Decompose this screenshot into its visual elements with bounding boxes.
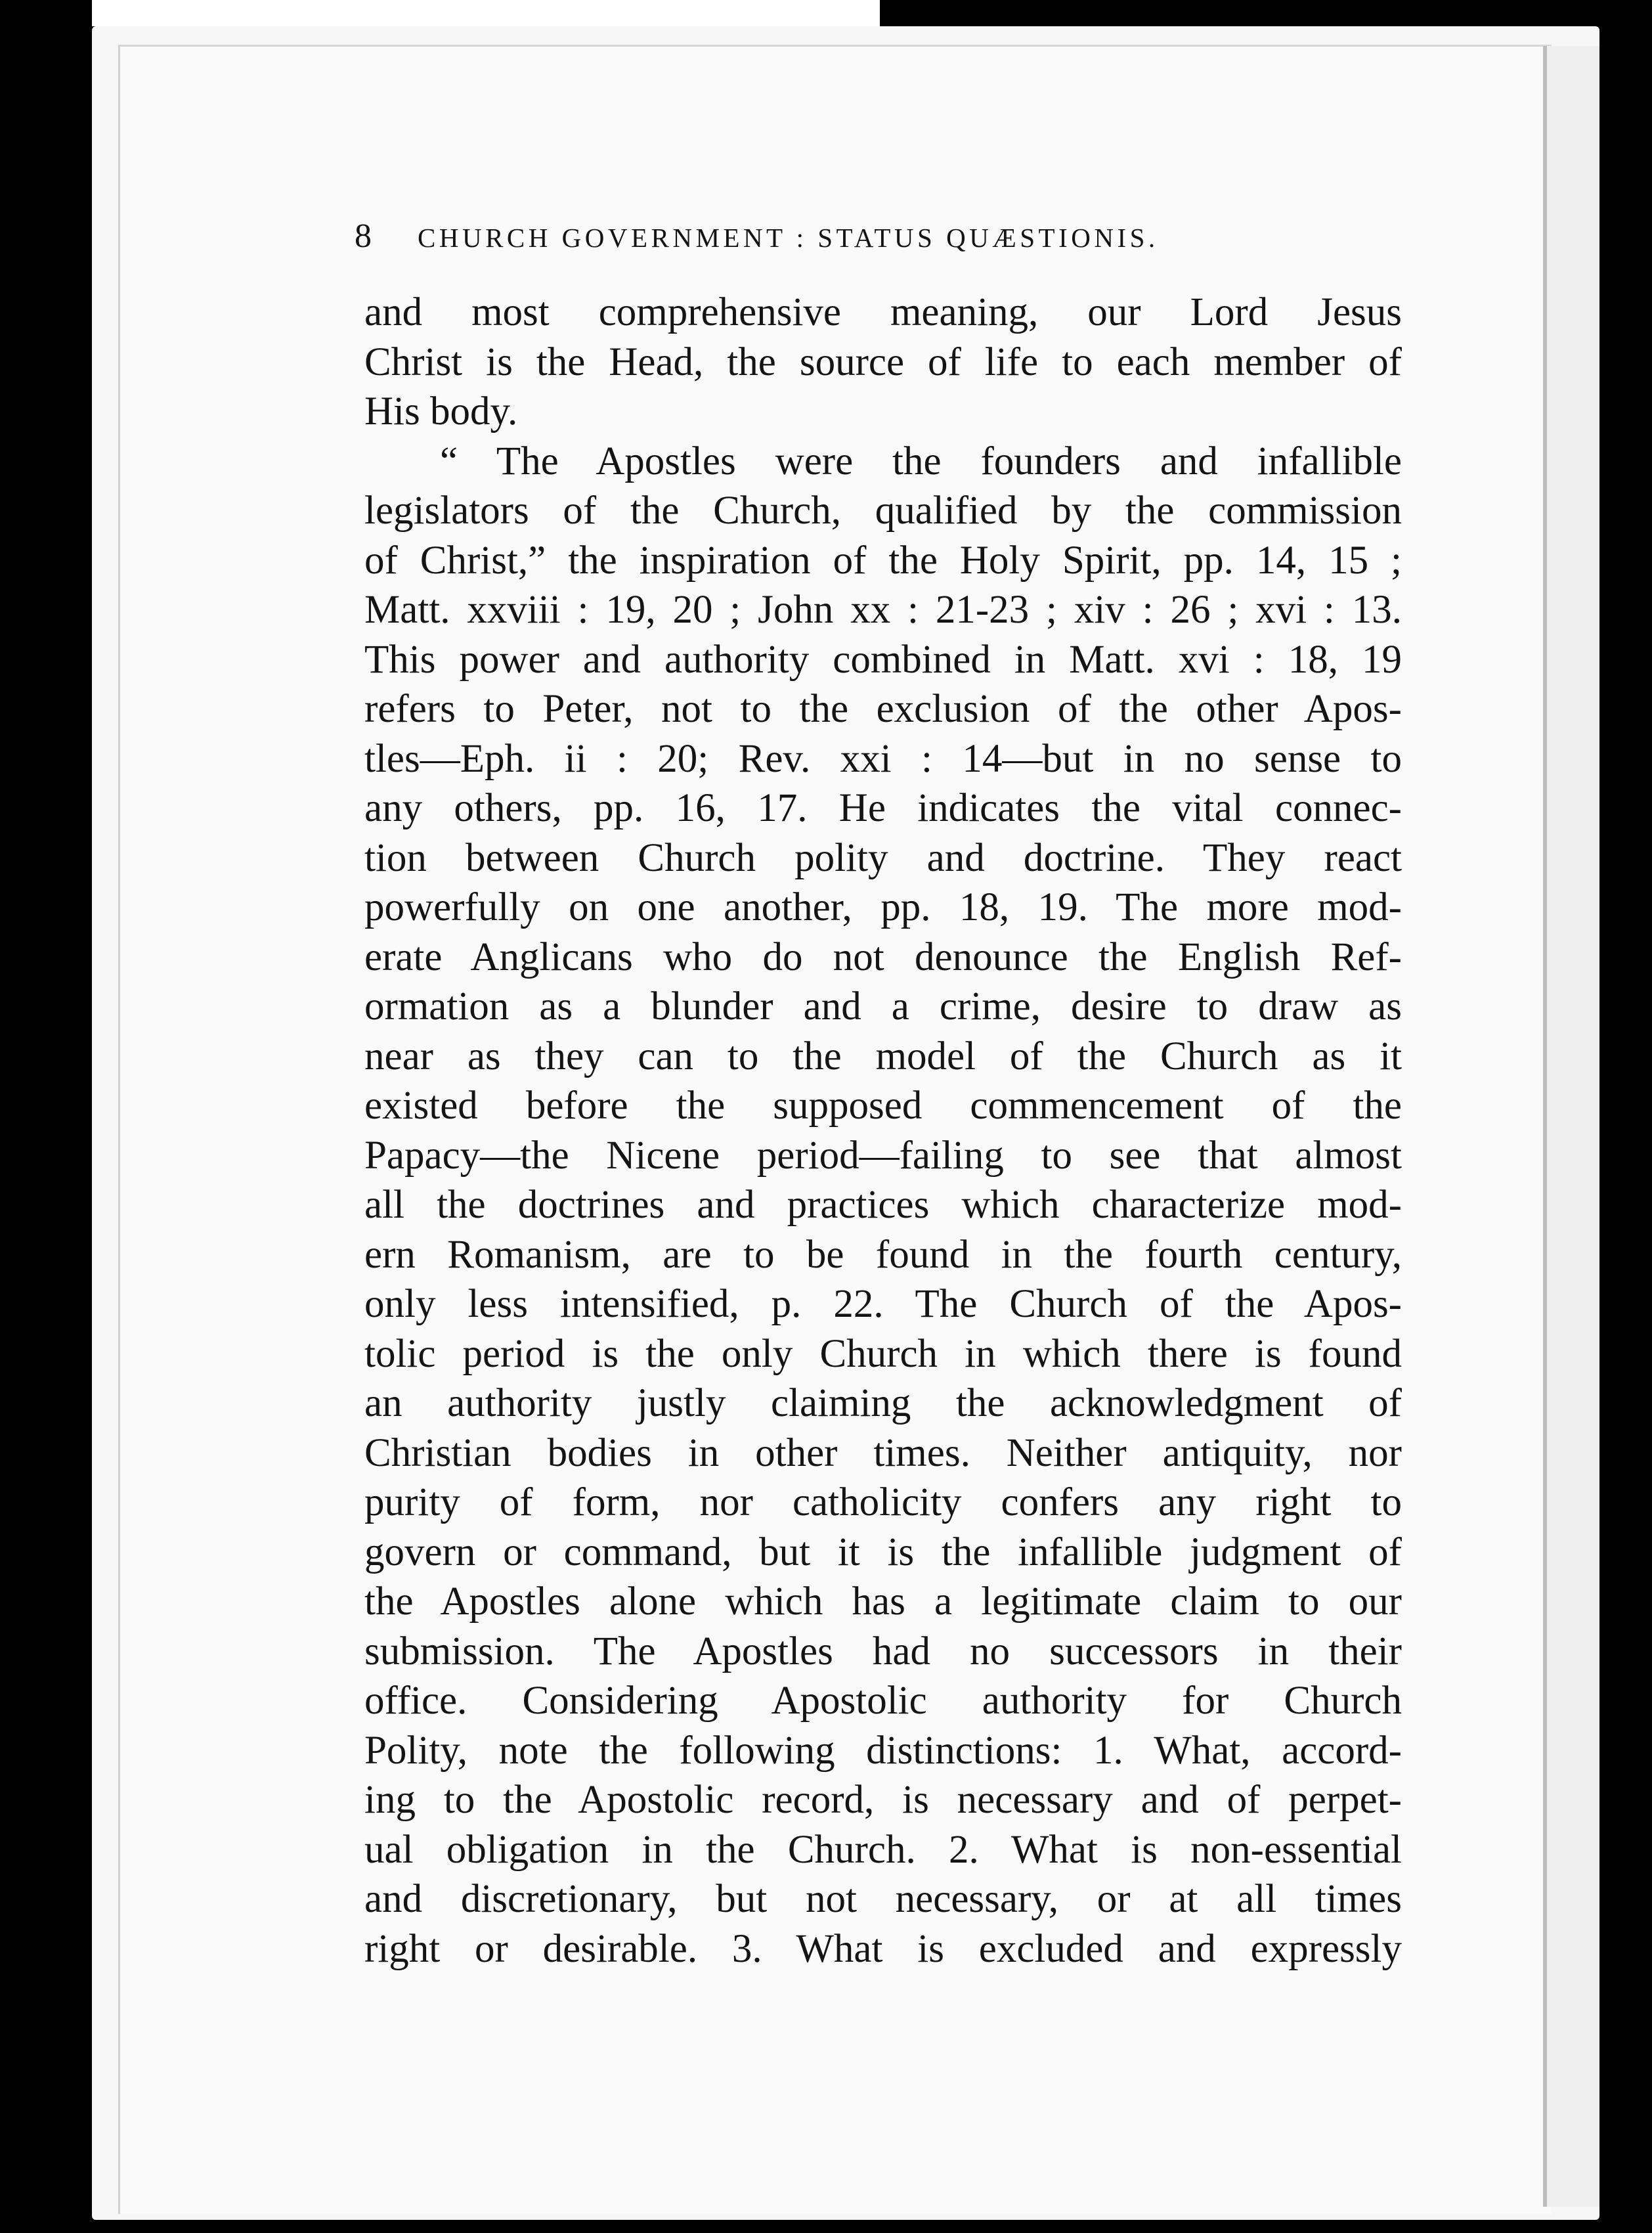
text-line: all the doctrines and practices which characterize mod- <box>364 1183 1402 1227</box>
scan-frame-right <box>1599 0 1652 2233</box>
text-line: powerfully on one another, pp. 18, 19. The more mod- <box>364 885 1402 929</box>
text-line: ern Romanism, are to be found in the fourth century, <box>364 1232 1402 1277</box>
text-line: This power and authority combined in Matt. xvi : 18, 19 <box>364 637 1402 682</box>
text-line: near as they can to the model of the Church as it <box>364 1034 1402 1078</box>
scan-frame-top-right <box>965 0 1652 26</box>
text-line: only less intensified, p. 22. The Church of the Apos- <box>364 1282 1402 1326</box>
text-line: Polity, note the following distinctions: 1. What, accord- <box>364 1728 1402 1773</box>
text-line: erate Anglicans who do not denounce the English Ref- <box>364 935 1402 979</box>
text-line: Christian bodies in other times. Neither antiquity, nor <box>364 1430 1402 1475</box>
text-line: and most comprehensive meaning, our Lord Jesus <box>364 290 1402 334</box>
text-line: the Apostles alone which has a legitimate claim to our <box>364 1580 1402 1624</box>
text-line: any others, pp. 16, 17. He indicates the vital connec- <box>364 786 1402 830</box>
text-line: legislators of the Church, qualified by the commission <box>364 489 1402 533</box>
text-line: tles—Eph. ii : 20; Rev. xxi : 14—but in no sense to <box>364 736 1402 781</box>
text-line: submission. The Apostles had no successors in their <box>364 1629 1402 1673</box>
text-line: purity of form, nor catholicity confers any right to <box>364 1480 1402 1524</box>
page-number: 8 <box>355 217 372 255</box>
text-line: Matt. xxviii : 19, 20 ; John xx : 21-23 ; xiv : 26 ; xvi : 13. <box>364 588 1402 632</box>
running-title: CHURCH GOVERNMENT : STATUS QUÆSTIONIS. <box>418 223 1159 253</box>
text-line: His body. <box>364 389 518 433</box>
text-line: an authority justly claiming the acknowledgment of <box>364 1381 1402 1425</box>
text-line: tolic period is the only Church in which there is found <box>364 1331 1402 1376</box>
text-line: tion between Church polity and doctrine. They react <box>364 835 1402 880</box>
text-line: existed before the supposed commencement of the <box>364 1084 1402 1128</box>
text-line: ual obligation in the Church. 2. What is non-essential <box>364 1827 1402 1872</box>
text-line: right or desirable. 3. What is excluded and expressly <box>364 1926 1402 1971</box>
text-line: and discretionary, but not necessary, or at all times <box>364 1877 1402 1921</box>
text-line: office. Considering Apostolic authority for Church <box>364 1679 1402 1723</box>
text-line: “ The Apostles were the founders and infallible <box>440 439 1402 483</box>
text-line: Papacy—the Nicene period—failing to see that almost <box>364 1133 1402 1178</box>
running-head <box>355 217 1307 269</box>
text-line: ing to the Apostolic record, is necessary and of perpet- <box>364 1778 1402 1822</box>
scan-frame-top <box>92 0 880 26</box>
text-line: of Christ,” the inspiration of the Holy Spirit, pp. 14, 15 ; <box>364 538 1402 583</box>
body-text <box>364 288 1402 1974</box>
text-line: Christ is the Head, the source of life to each member of <box>364 340 1402 384</box>
text-line: govern or command, but it is the infallible judgment of <box>364 1530 1402 1574</box>
text-line: ormation as a blunder and a crime, desire to draw as <box>364 984 1402 1028</box>
text-line: refers to Peter, not to the exclusion of the other Apos- <box>364 687 1402 731</box>
page-fold-strip <box>1547 46 1599 2207</box>
